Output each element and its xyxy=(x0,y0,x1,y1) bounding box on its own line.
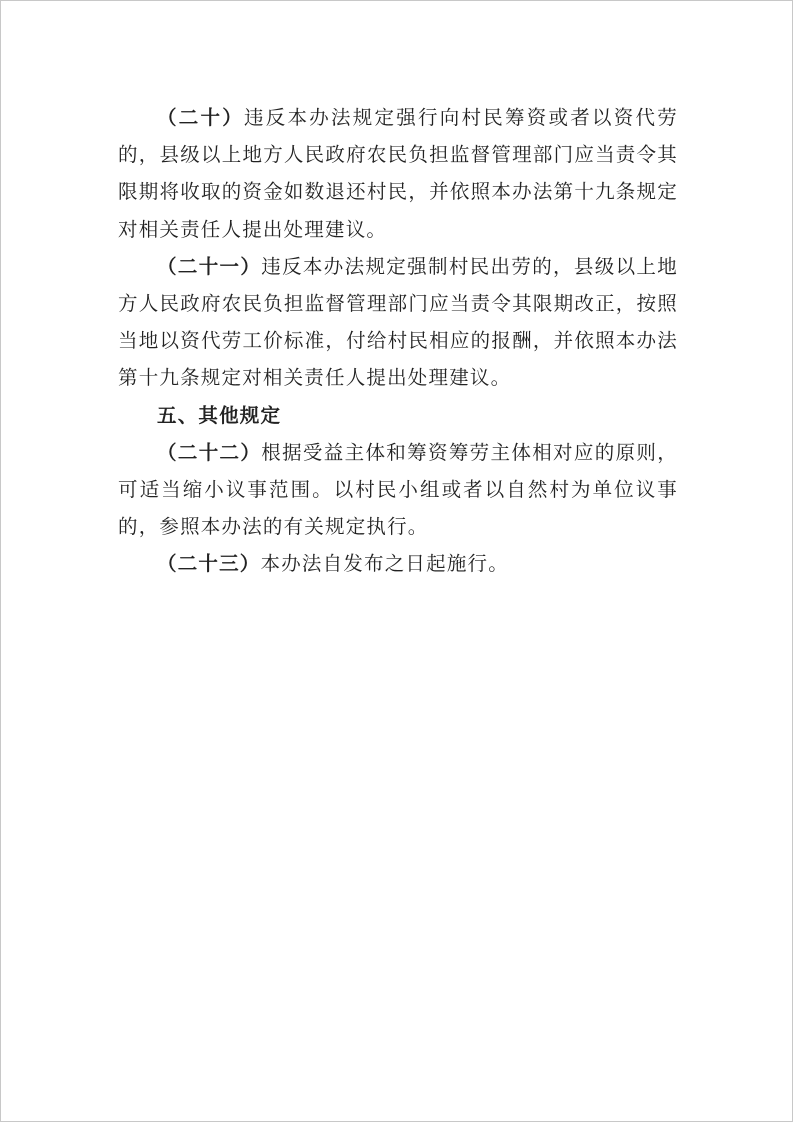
document-body xyxy=(118,99,678,583)
paragraph-21 xyxy=(118,248,678,397)
paragraph-number: （二十） xyxy=(157,106,245,129)
paragraph-20 xyxy=(118,99,678,248)
paragraph-text: 根据受益主体和筹资筹劳主体相对应的原则，可适当缩小议事范围。以村民小组或者以自然村为单位议事的，参照本办法的有关规定执行。 xyxy=(118,440,678,539)
paragraph-text: 违反本办法规定强制村民出劳的，县级以上地方人民政府农民负担监督管理部门应当责令其限期改正，按照当地以资代劳工价标准，付给村民相应的报酬，并依照本办法第十九条规定对相关责任人提出处理建议。 xyxy=(118,254,678,390)
section-heading: 五、其他规定 xyxy=(157,403,282,427)
paragraph-22 xyxy=(118,434,678,546)
paragraph-text: 本办法自发布之日起施行。 xyxy=(260,552,509,576)
paragraph-23 xyxy=(118,545,678,582)
paragraph-number: （二十一） xyxy=(157,254,262,278)
paragraph-number: （二十二） xyxy=(157,440,262,464)
paragraph-text: 违反本办法规定强行向村民筹资或者以资代劳的，县级以上地方人民政府农民负担监督管理部门应当责令其限期将收取的资金如数退还村民，并依照本办法第十九条规定对相关责任人提出处理建议。 xyxy=(118,106,678,241)
paragraph-number: （二十三） xyxy=(157,552,261,576)
